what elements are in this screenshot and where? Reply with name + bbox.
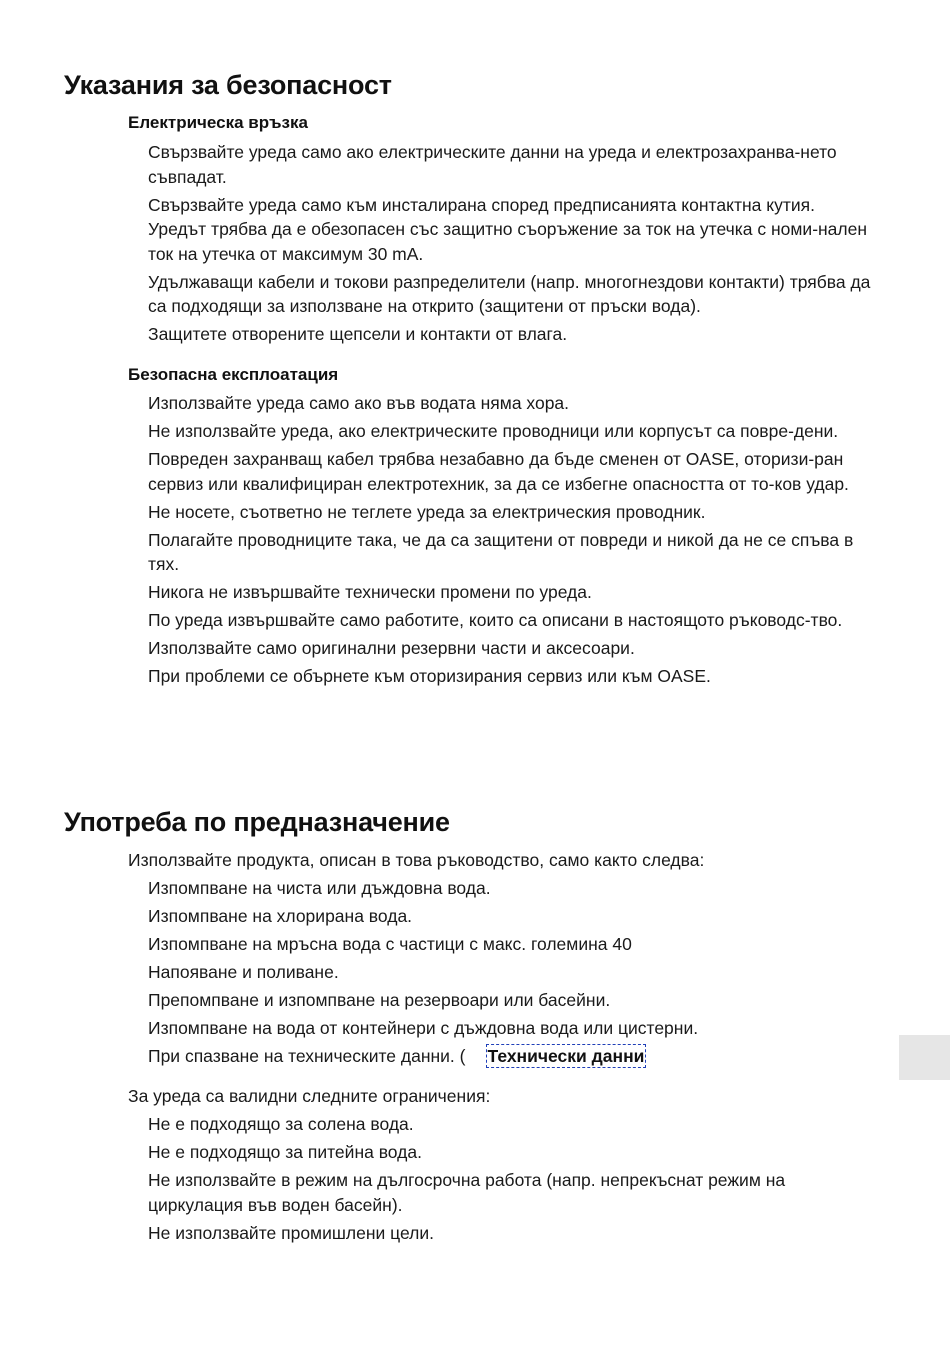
list-item: Никога не извършвайте технически промени по уреда. xyxy=(148,582,592,602)
list-item: Не използвайте уреда, ако електрическите проводници или корпусът са повре-дени. xyxy=(148,421,839,441)
list-item: Използвайте само оригинални резервни части и аксесоари. xyxy=(148,638,635,658)
list-item: Изпомпване на хлорирана вода. xyxy=(148,906,413,926)
tech-item-text: При спазване на техническите данни. ( xyxy=(148,1046,466,1066)
electrical-heading: Електрическа връзка xyxy=(128,113,308,132)
list-item: По уреда извършвайте само работите, които са описани в настоящото ръководс-тво. xyxy=(148,610,843,630)
restrictions-list xyxy=(148,1112,878,1249)
list-item: Изпомпване на чиста или дъждовна вода. xyxy=(148,878,491,898)
safety-title: Указания за безопасност xyxy=(64,70,392,100)
list-item: Препомпване и изпомпване на резервоари или басейни. xyxy=(148,990,611,1010)
list-item: Свързвайте уреда само ако електрическите данни на уреда и електрозахранва-нето съвпадат. xyxy=(148,142,837,187)
intended-use-title: Употреба по предназначение xyxy=(64,807,450,837)
list-item: Защитете отворените щепсели и контакти от влага. xyxy=(148,324,568,344)
intended-use-intro: Използвайте продукта, описан в това ръководство, само както следва: xyxy=(128,850,705,870)
restrictions-intro: За уреда са валидни следните ограничения: xyxy=(128,1086,491,1106)
list-item: Изпомпване на мръсна вода с частици с макс. големина 40 xyxy=(148,934,632,954)
language-side-tab xyxy=(899,1035,950,1080)
operation-heading: Безопасна експлоатация xyxy=(128,365,339,384)
operation-list xyxy=(148,391,878,692)
list-item: Удължаващи кабели и токови разпределители (напр. многогнездови контакти) трябва да са подходящи за използване на открито (защитени от пръски вода). xyxy=(148,271,871,316)
intended-use-list xyxy=(148,876,878,1072)
list-item: Напояване и поливане. xyxy=(148,962,339,982)
list-item: Полагайте проводниците така, че да са защитени от повреди и никой да не се спъва в тях. xyxy=(148,529,854,574)
list-item: Не носете, съответно не теглете уреда за електрическия проводник. xyxy=(148,501,706,522)
list-item: При проблеми се обърнете към оторизирания сервиз или към OASE. xyxy=(148,666,711,686)
technical-data-link[interactable]: Технически данни xyxy=(487,1046,645,1066)
list-item: Използвайте уреда само ако във водата няма хора. xyxy=(148,393,570,413)
list-item: Изпомпване на вода от контейнери с дъждовна вода или цистерни. xyxy=(148,1018,699,1038)
list-item xyxy=(148,1044,878,1069)
list-item: Не е подходящо за питейна вода. xyxy=(148,1142,422,1162)
list-item: Не използвайте в режим на дългосрочна работа (напр. непрекъснат режим на циркулация във воден басейн). xyxy=(148,1170,786,1215)
list-item: Не е подходящо за солена вода. xyxy=(148,1114,414,1134)
list-item: Не използвайте промишлени цели. xyxy=(148,1222,434,1243)
list-item: Повреден захранващ кабел трябва незабавно да бъде сменен от OASE, оторизи-ран сервиз или квалифициран електротехник, за да се избегне опасността от то-ков удар. xyxy=(148,449,849,494)
list-item: Свързвайте уреда само към инсталирана според предписанията контактна кутия. Уредът трябва да е обезопасен със защитно съоръжение за ток на утечка с номи-нален ток на утечка от максимум 30 mA. xyxy=(148,194,868,264)
electrical-list xyxy=(148,140,878,350)
